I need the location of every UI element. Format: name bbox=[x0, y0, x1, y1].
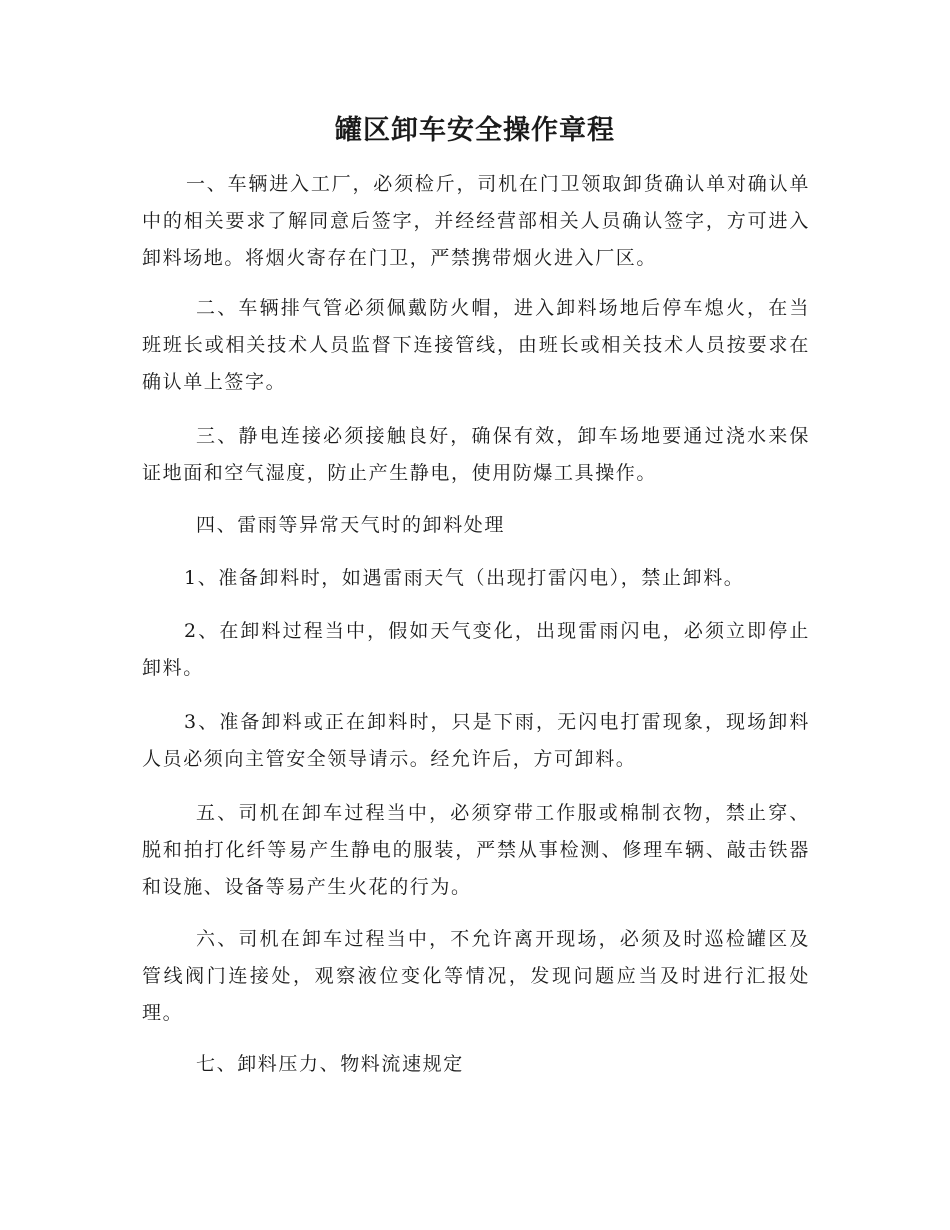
paragraph-1: 一、车辆进入工厂，必须检斤，司机在门卫领取卸货确认单对确认单中的相关要求了解同意后签字，并经经营部相关人员确认签字，方可进入卸料场地。将烟火寄存在门卫，严禁携带烟火进入厂区。 bbox=[142, 173, 810, 269]
paragraph-10: 七、卸料压力、物料流速规定 bbox=[196, 1053, 464, 1075]
paragraph-4: 四、雷雨等异常天气时的卸料处理 bbox=[196, 514, 506, 536]
paragraph-6: 2、在卸料过程当中，假如天气变化，出现雷雨闪电，必须立即停止卸料。 bbox=[142, 620, 810, 679]
paragraph-8: 五、司机在卸车过程当中，必须穿带工作服或棉制衣物，禁止穿、脱和拍打化纤等易产生静电的服装，严禁从事检测、修理车辆、敲击铁器和设施、设备等易产生火花的行为。 bbox=[142, 802, 810, 898]
document-title: 罐区卸车安全操作章程 bbox=[335, 115, 615, 146]
paragraph-9: 六、司机在卸车过程当中，不允许离开现场，必须及时巡检罐区及管线阀门连接处，观察液位变化等情况，发现问题应当及时进行汇报处理。 bbox=[142, 928, 810, 1024]
paragraph-2: 二、车辆排气管必须佩戴防火帽，进入卸料场地后停车熄火，在当班班长或相关技术人员监督下连接管线，由班长或相关技术人员按要求在确认单上签字。 bbox=[142, 297, 810, 393]
paragraph-3: 三、静电连接必须接触良好，确保有效，卸车场地要通过浇水来保证地面和空气湿度，防止产生静电，使用防爆工具操作。 bbox=[142, 425, 810, 484]
paragraph-7: 3、准备卸料或正在卸料时，只是下雨，无闪电打雷现象，现场卸料人员必须向主管安全领导请示。经允许后，方可卸料。 bbox=[142, 711, 810, 770]
paragraph-5: 1、准备卸料时，如遇雷雨天气（出现打雷闪电），禁止卸料。 bbox=[184, 567, 745, 589]
